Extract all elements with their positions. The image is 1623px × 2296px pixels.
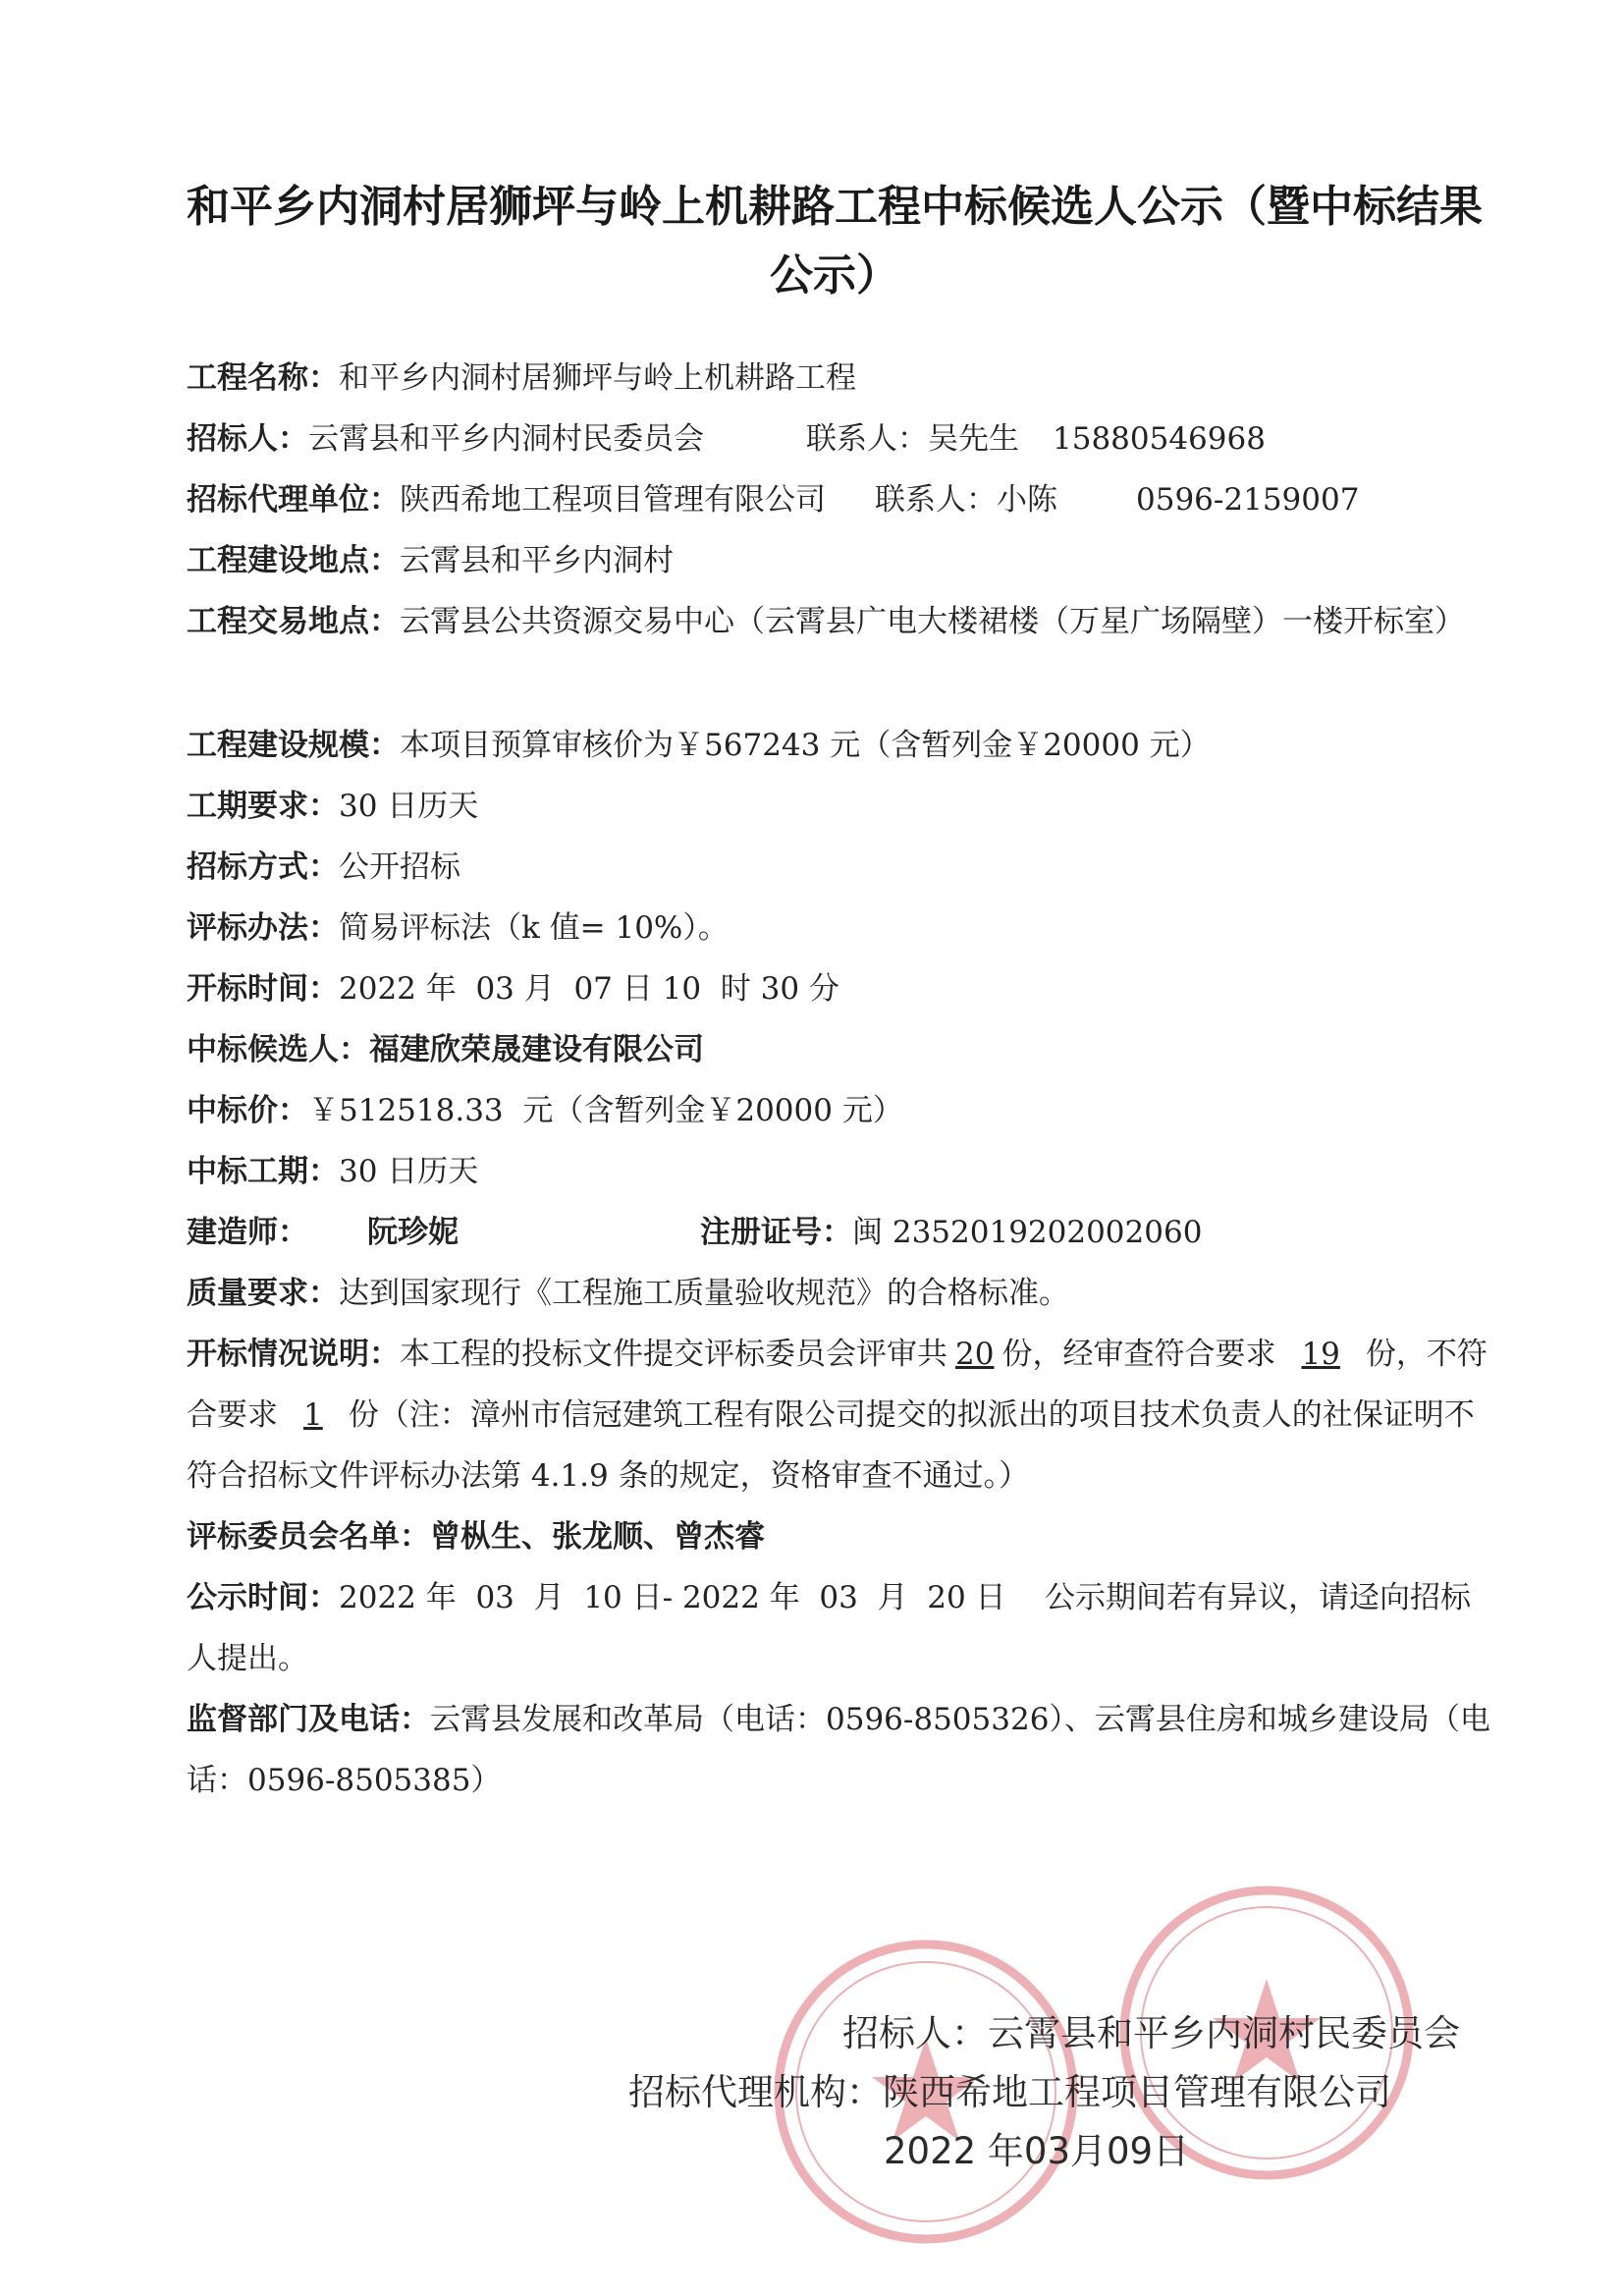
- contact-label: 联系人：: [806, 421, 928, 457]
- field-label: 开标情况说明：: [187, 1337, 400, 1372]
- price-row: [187, 1080, 1492, 1141]
- field-label: 中标工期：: [187, 1154, 339, 1189]
- page-title: 和平乡内洞村居狮坪与岭上机耕路工程中标候选人公示（暨中标结果公示）: [187, 182, 1483, 301]
- supervision-row: [187, 1689, 1492, 1811]
- duration-row: [187, 776, 1492, 837]
- opening-note-row: [187, 1324, 1492, 1506]
- evaluation-row: [187, 898, 1492, 958]
- field-label: 工期要求：: [187, 789, 339, 824]
- field-value: 云霄县和平乡内洞村民委员会: [308, 421, 704, 457]
- field-label: 招标方式：: [187, 849, 339, 885]
- field-label: 评标办法：: [187, 910, 339, 946]
- field-label: 工程交易地点：: [187, 604, 400, 639]
- agent-row: [187, 469, 1492, 530]
- note-text: 本工程的投标文件提交评标委员会评审共: [400, 1337, 947, 1372]
- field-value: 曾枞生、张龙顺、曾杰睿: [430, 1519, 765, 1555]
- candidate-row: [187, 1019, 1492, 1080]
- field-label: 建造师：: [187, 1215, 308, 1250]
- field-value: 和平乡内洞村居狮坪与岭上机耕路工程: [339, 360, 856, 396]
- total-count: 20: [955, 1337, 995, 1372]
- field-label: 评标委员会名单：: [187, 1519, 430, 1555]
- contact-name: 小陈: [997, 482, 1057, 518]
- field-value: 陕西希地工程项目管理有限公司: [400, 482, 826, 518]
- field-value: 云霄县发展和改革局（电话：0596-8505326）、云霄县住房和城乡建设局（电话：0596-8505385）: [187, 1702, 1490, 1798]
- scale-row: [187, 715, 1492, 776]
- field-label: 工程建设地点：: [187, 543, 400, 578]
- builder-name: 阮珍妮: [367, 1215, 459, 1250]
- contact-phone: 0596-2159007: [1136, 482, 1360, 518]
- field-value: 福建欣荣晟建设有限公司: [369, 1032, 704, 1067]
- reg-label: 注册证号：: [700, 1215, 852, 1250]
- field-label: 公示时间：: [187, 1580, 339, 1615]
- field-label: 招标人：: [187, 421, 308, 457]
- field-value: 2022 年 03 月 10 日- 2022 年 03 月 20 日 公示期间若有异议，请迳向招标人提出。: [187, 1580, 1471, 1676]
- field-label: 工程建设规模：: [187, 728, 400, 763]
- field-value: ￥512518.33 元（含暂列金￥20000 元）: [308, 1093, 903, 1128]
- field-value: 云霄县公共资源交易中心（云霄县广电大楼裙楼（万星广场隔壁）一楼开标室）: [400, 604, 1465, 639]
- win-duration-row: [187, 1141, 1492, 1202]
- field-value: 公开招标: [339, 849, 460, 885]
- field-label: 中标候选人：: [187, 1032, 369, 1067]
- site-row: [187, 530, 1492, 591]
- tenderer-row: [187, 409, 1492, 469]
- note-text: 份（注：漳州市信冠建筑工程有限公司提交的拟派出的项目技术负责人的社保证明不符合招标文件评标办法第 4.1.9 条的规定，资格审查不通过。）: [187, 1397, 1475, 1494]
- field-value: 30 日历天: [339, 789, 479, 824]
- pass-count: 19: [1301, 1337, 1340, 1372]
- field-label: 中标价：: [187, 1093, 308, 1128]
- trade-site-row: [187, 591, 1492, 652]
- contact-name: 吴先生: [928, 421, 1019, 457]
- publicity-row: [187, 1567, 1492, 1689]
- builder-row: [187, 1202, 1492, 1263]
- method-row: [187, 837, 1492, 898]
- committee-row: [187, 1506, 1492, 1567]
- note-text: 份，不符合要求: [187, 1337, 1488, 1433]
- signature-agent: 招标代理机构：陕西希地工程项目管理有限公司: [628, 2071, 1391, 2113]
- field-value: 云霄县和平乡内洞村: [400, 543, 674, 578]
- quality-row: [187, 1263, 1492, 1324]
- field-value: 本项目预算审核价为￥567243 元（含暂列金￥20000 元）: [400, 728, 1211, 763]
- signature-tenderer: 招标人：云霄县和平乡内洞村民委员会: [842, 2012, 1460, 2054]
- reg-value: 闽 2352019202002060: [852, 1215, 1203, 1250]
- note-text: 份，经审查符合要求: [1001, 1337, 1276, 1372]
- field-value: 30 日历天: [339, 1154, 479, 1189]
- field-value: 2022 年 03 月 07 日 10 时 30 分: [339, 971, 839, 1007]
- contact-label: 联系人：: [875, 482, 997, 518]
- fail-count: 1: [303, 1397, 323, 1433]
- opening-time-row: [187, 958, 1492, 1019]
- field-label: 工程名称：: [187, 360, 339, 396]
- signature-date: 2022 年03月09日: [884, 2130, 1190, 2172]
- field-value: 达到国家现行《工程施工质量验收规范》的合格标准。: [339, 1276, 1069, 1311]
- field-label: 招标代理单位：: [187, 482, 400, 518]
- field-label: 质量要求：: [187, 1276, 339, 1311]
- project-name-row: [187, 348, 1492, 409]
- field-label: 监督部门及电话：: [187, 1702, 430, 1737]
- field-value: 简易评标法（k 值= 10%）。: [339, 910, 729, 946]
- contact-phone: 15880546968: [1053, 421, 1266, 457]
- field-label: 开标时间：: [187, 971, 339, 1007]
